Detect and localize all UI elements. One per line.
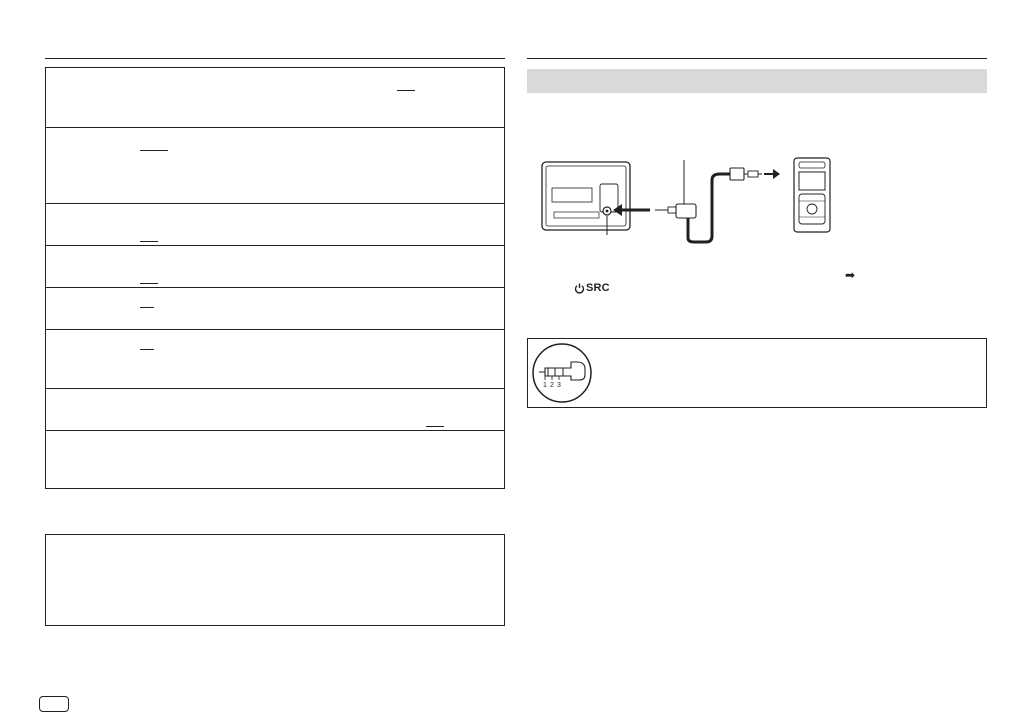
default-value-mark — [140, 241, 158, 242]
power-icon — [574, 283, 585, 294]
table-row-divider — [45, 287, 505, 288]
table-row-divider — [45, 430, 505, 431]
default-value-mark — [140, 307, 154, 308]
jack-number: 2 — [550, 382, 554, 389]
arrow-right-icon: ➡ — [845, 268, 856, 282]
page-language-tab — [39, 696, 69, 712]
jack-number: 3 — [557, 382, 561, 389]
source-button-label: SRC — [586, 282, 610, 294]
table-row-divider — [45, 388, 505, 389]
default-value-mark — [426, 426, 444, 427]
car-stereo-unit-icon — [542, 162, 630, 230]
default-value-mark — [397, 90, 415, 91]
headphone-jack-plug-icon — [531, 342, 593, 404]
table-row-divider — [45, 127, 505, 128]
portable-audio-player-icon — [793, 157, 831, 233]
default-value-mark — [140, 349, 154, 350]
default-value-mark — [140, 150, 168, 151]
table-row-divider — [45, 203, 505, 204]
table-row-divider — [45, 245, 505, 246]
section-heading-band — [527, 69, 987, 93]
table-row-divider — [45, 329, 505, 330]
left-top-rule — [45, 58, 505, 59]
right-top-rule — [527, 58, 987, 59]
plug-note-box — [527, 338, 987, 408]
jack-number: 1 — [543, 382, 547, 389]
note-box — [45, 534, 505, 626]
default-value-mark — [140, 283, 158, 284]
